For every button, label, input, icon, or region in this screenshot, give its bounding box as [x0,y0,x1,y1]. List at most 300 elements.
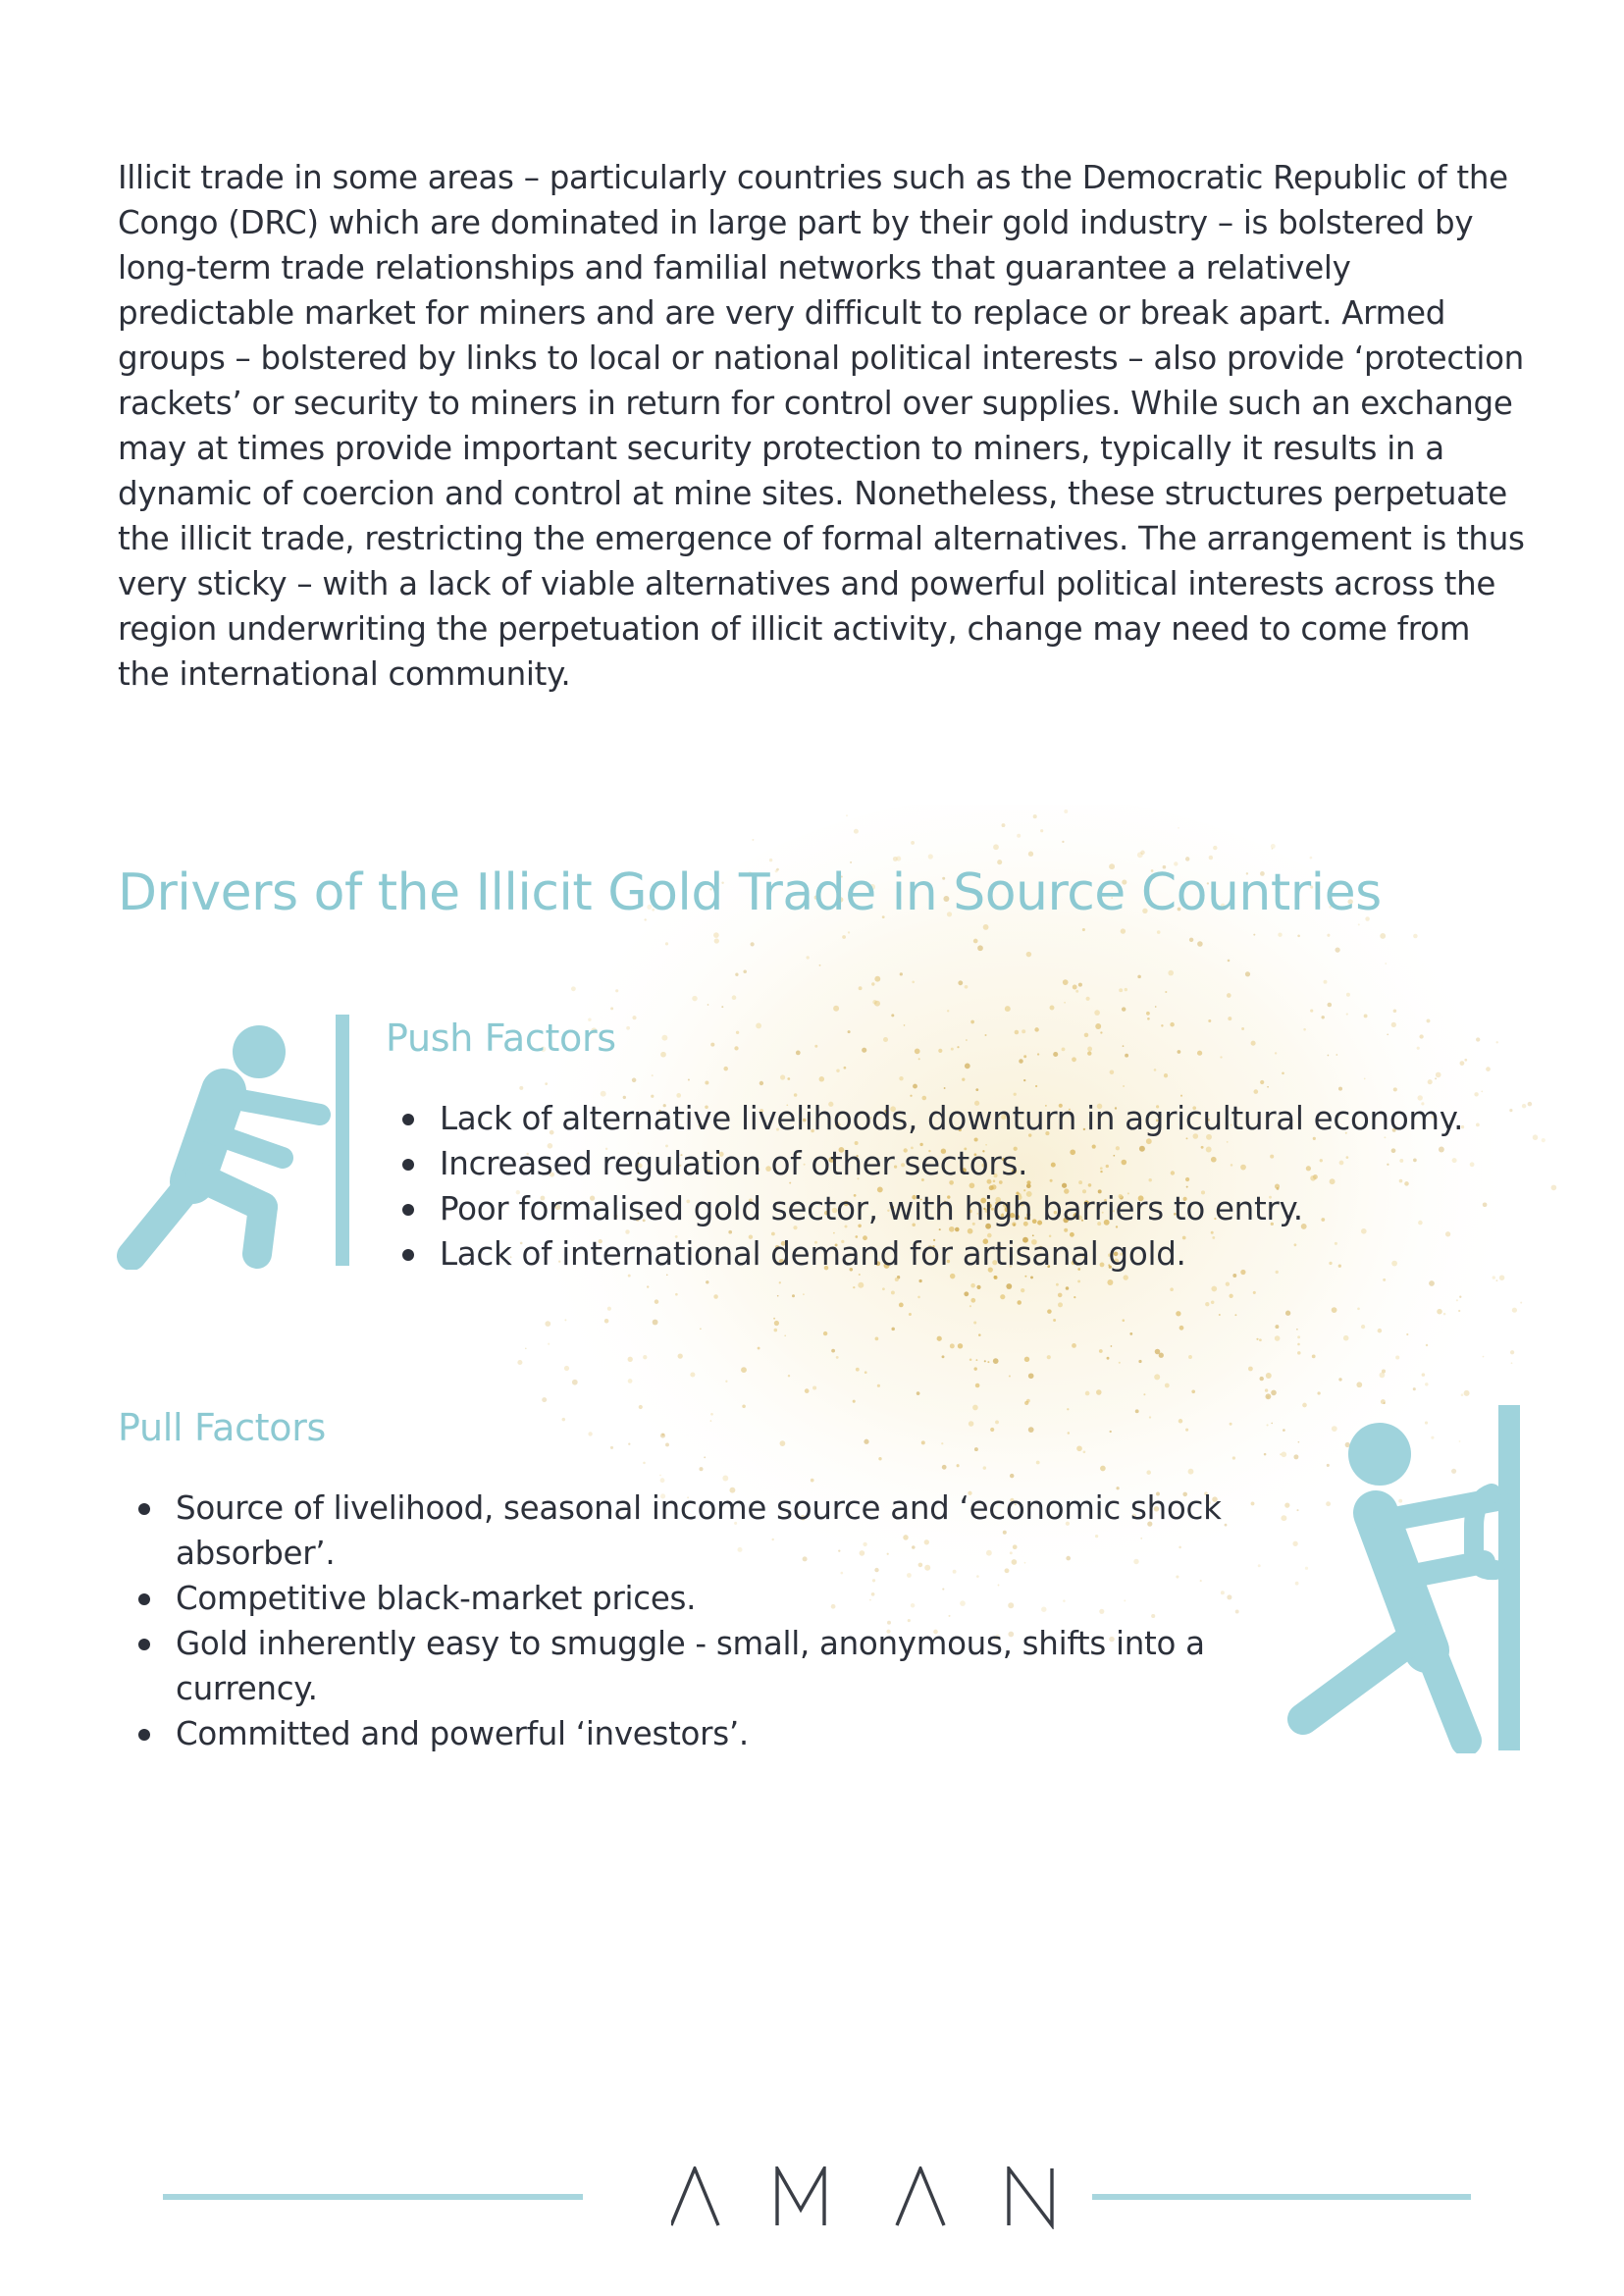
gold-speck [1179,1419,1183,1424]
gold-speck [803,1293,805,1295]
gold-speck [1178,827,1179,829]
gold-speck [1056,1283,1059,1286]
gold-speck [714,938,719,943]
gold-speck [1188,1469,1194,1475]
gold-speck [846,814,848,816]
gold-speck [1058,1293,1063,1298]
gold-speck [1100,1466,1106,1472]
gold-speck [1023,1079,1025,1081]
gold-speck [643,1462,646,1465]
gold-speck [1260,1080,1264,1084]
gold-speck [1228,1017,1231,1020]
gold-speck [899,1303,904,1308]
gold-speck [1028,1427,1034,1433]
list-item: Gold inherently easy to smuggle - small, anonymous, shifts into a currency. [121,1621,1230,1711]
gold-speck [819,1076,825,1082]
gold-speck [710,1420,712,1422]
gold-speck [812,1385,816,1389]
gold-speck [1107,1279,1113,1285]
gold-speck [653,1320,658,1326]
gold-speck [1328,1003,1333,1008]
gold-speck [1037,1053,1039,1055]
gold-speck [882,1287,885,1290]
gold-speck [1297,1351,1301,1355]
gold-speck [1062,1048,1066,1052]
gold-speck [1000,1294,1005,1299]
gold-speck [1185,857,1189,861]
gold-speck [1074,1296,1075,1298]
gold-speck [1520,1302,1522,1304]
gold-speck [1393,1087,1397,1091]
gold-speck [1110,1431,1112,1433]
gold-speck [1232,1456,1235,1459]
list-item: Lack of alternative livelihoods, downturn in agricultural economy. [385,1096,1562,1141]
gold-speck [1078,983,1082,987]
gold-speck [1378,1329,1383,1333]
gold-speck [1310,1010,1313,1013]
gold-speck [1033,814,1037,818]
gold-speck [626,1026,630,1030]
gold-speck [811,1479,814,1483]
gold-speck [972,1405,978,1411]
gold-speck [1253,1291,1256,1294]
gold-speck [1267,1086,1269,1088]
gold-speck [1213,846,1217,850]
gold-speck [970,1020,974,1024]
gold-speck [1026,952,1032,958]
footer-line-left [163,2194,583,2200]
gold-speck [1267,1395,1269,1397]
gold-speck [964,1291,969,1296]
gold-speck [734,1046,738,1050]
gold-speck [723,1067,728,1071]
gold-speck [628,1379,633,1383]
gold-speck [909,1313,912,1316]
gold-speck [1067,1408,1069,1410]
gold-speck [1512,1308,1517,1313]
gold-speck [1417,1047,1420,1050]
gold-speck [1096,1389,1102,1395]
gold-speck [660,1434,665,1438]
gold-speck [1464,1059,1467,1062]
gold-speck [1075,990,1078,993]
gold-speck [1312,1355,1316,1359]
gold-speck [1211,1301,1215,1305]
gold-speck [1064,809,1068,813]
gold-speck [904,1024,906,1026]
gold-speck [990,1428,994,1432]
gold-speck [1085,1391,1090,1396]
gold-speck [1413,1387,1416,1390]
gold-speck [805,1388,810,1393]
gold-speck [564,1319,566,1321]
gold-speck [1002,823,1006,827]
list-item: Committed and powerful ‘investors’. [121,1711,1230,1756]
gold-speck [1275,1325,1279,1329]
gold-speck [615,989,618,992]
gold-speck [1164,1073,1168,1077]
gold-speck [957,1046,959,1048]
gold-speck [1100,1031,1102,1033]
gold-speck [858,1282,864,1288]
gold-speck [564,1366,569,1371]
gold-speck [1024,1357,1029,1362]
gold-speck [1099,1349,1103,1353]
gold-speck [958,1343,963,1348]
gold-speck [1154,1069,1157,1071]
gold-speck [921,1440,925,1444]
gold-speck [1170,1022,1175,1027]
gold-speck [1271,1390,1277,1396]
gold-speck [1015,1030,1020,1035]
gold-speck [918,1279,921,1282]
gold-speck [871,982,874,985]
gold-speck [1297,934,1300,937]
aman-logo [628,2166,1070,2243]
footer-line-right [1092,2194,1471,2200]
gold-speck [1459,1296,1461,1298]
gold-speck [735,973,738,976]
gold-speck [977,945,983,951]
gold-speck [1511,1362,1513,1364]
gold-speck [984,1360,986,1362]
gold-speck [1082,928,1085,931]
gold-speck [1464,1390,1470,1396]
gold-speck [1264,1453,1267,1456]
gold-speck [958,980,963,985]
gold-speck [917,1296,920,1299]
gold-speck [1496,1279,1498,1281]
gold-speck [1483,1356,1485,1358]
gold-speck [588,1432,592,1435]
gold-speck [918,1058,920,1060]
gold-speck [1510,1350,1514,1354]
gold-speck [1086,997,1090,1001]
gold-speck [1165,1383,1170,1388]
gold-speck [1227,993,1231,998]
gold-speck [891,1328,895,1331]
gold-speck [665,942,668,945]
gold-speck [864,1439,868,1444]
gold-speck [957,1464,960,1467]
gold-speck [704,1456,706,1458]
gold-speck [1125,1054,1128,1058]
gold-speck [707,1004,709,1006]
gold-speck [1188,1355,1192,1359]
gold-speck [1346,993,1350,997]
gold-speck [1068,1432,1071,1435]
gold-speck [975,1088,978,1091]
gold-speck [1443,1313,1446,1316]
gold-speck [545,1082,548,1085]
gold-speck [973,1367,976,1370]
gold-speck [1095,1023,1101,1029]
gold-speck [688,1078,690,1080]
gold-speck [1017,834,1021,838]
gold-speck [1275,1335,1281,1341]
gold-speck [1146,1012,1150,1016]
gold-speck [1017,1300,1022,1305]
gold-speck [1062,841,1064,843]
gold-speck [1481,1091,1483,1093]
gold-speck [942,1465,947,1470]
gold-speck [969,1305,971,1307]
gold-speck [1047,1309,1052,1314]
gold-speck [690,1372,695,1377]
gold-speck [1047,1355,1051,1359]
gold-speck [1422,1373,1426,1377]
gold-speck [705,1080,708,1084]
gold-speck [1253,1089,1258,1094]
gold-speck [525,1348,527,1350]
gold-speck [1036,1461,1040,1465]
gold-speck [1282,1072,1284,1075]
gold-speck [758,1347,760,1350]
gold-speck [741,1367,747,1373]
gold-speck [1495,1041,1497,1043]
gold-speck [951,1048,954,1051]
gold-speck [1219,1314,1221,1316]
gold-speck [773,1318,775,1320]
gold-speck [1256,1338,1258,1340]
gold-speck [895,1278,899,1281]
gold-speck [1383,1278,1386,1281]
gold-speck [725,1381,727,1383]
gold-speck [780,1440,786,1446]
gold-speck [877,1384,880,1387]
gold-speck [1429,1280,1435,1286]
gold-speck [722,1476,728,1482]
gold-speck [1157,930,1161,934]
gold-speck [1170,1287,1174,1291]
gold-speck [1006,1283,1012,1289]
gold-speck [1364,1078,1366,1080]
gold-speck [900,972,903,975]
gold-speck [1129,1332,1132,1335]
gold-speck [1140,851,1145,856]
gold-speck [807,956,810,959]
gold-speck [891,1290,895,1294]
gold-speck [1251,1041,1256,1046]
gold-speck [1028,1373,1034,1379]
gold-speck [937,1336,942,1341]
gold-speck [965,1064,970,1070]
gold-speck [814,1045,817,1048]
gold-speck [1077,1279,1080,1282]
gold-speck [944,1087,946,1089]
gold-speck [1211,1286,1217,1292]
gold-speck [628,1357,633,1362]
gold-speck [987,1361,989,1363]
list-item: Increased regulation of other sectors. [385,1141,1562,1186]
gold-speck [1005,1006,1011,1012]
gold-speck [950,1343,955,1348]
gold-speck [692,996,697,1001]
gold-speck [699,1467,703,1471]
gold-speck [604,1319,609,1324]
gold-speck [973,1321,976,1324]
gold-speck [1427,1018,1431,1022]
gold-speck [853,1286,855,1288]
gold-speck [1253,934,1255,936]
gold-speck [1321,1016,1324,1018]
gold-speck [1393,1010,1397,1014]
gold-speck [1024,1401,1028,1405]
gold-speck [823,1331,827,1335]
gold-speck [751,942,755,946]
gold-speck [542,1397,547,1402]
gold-speck [545,1321,550,1327]
gold-speck [700,1328,702,1330]
gold-speck [1234,1314,1236,1316]
gold-speck [1146,1470,1151,1475]
gold-speck [874,1001,880,1007]
gold-speck [1137,975,1141,979]
gold-speck [1413,934,1418,939]
gold-speck [1072,1057,1076,1062]
gold-speck [1335,947,1339,952]
gold-speck [1343,1335,1349,1341]
gold-speck [1324,980,1328,984]
gold-speck [1154,1374,1160,1380]
gold-speck [1460,1061,1465,1066]
gold-speck [896,857,901,861]
gold-speck [915,1049,920,1055]
gold-speck [883,1037,888,1042]
gold-speck [859,986,863,990]
gold-speck [1161,1024,1163,1026]
gold-speck [969,1359,972,1362]
gold-speck [1107,1357,1110,1360]
gold-speck [1275,1052,1277,1054]
gold-speck [874,976,880,982]
gold-speck [962,1078,965,1081]
gold-speck [1229,1294,1232,1298]
gold-speck [1143,1393,1145,1395]
gold-speck [1123,1319,1126,1322]
gold-speck [760,1081,763,1085]
gold-speck [756,1022,761,1028]
gold-speck [1147,1018,1150,1020]
gold-speck [1022,1029,1025,1033]
gold-speck [1391,1022,1396,1027]
gold-speck [917,1391,920,1395]
gold-speck [736,1031,739,1034]
gold-speck [1385,963,1387,965]
gold-speck [875,1337,879,1341]
gold-speck [1272,848,1274,850]
gold-speck [1178,1050,1181,1054]
gold-speck [1356,1382,1362,1387]
gold-speck [1395,1355,1399,1359]
gold-speck [1336,1054,1337,1056]
gold-speck [1456,1299,1458,1301]
gold-speck [1426,1344,1428,1346]
gold-speck [710,1413,713,1416]
gold-speck [844,1067,847,1070]
gold-speck [970,1283,975,1288]
gold-speck [833,1006,839,1012]
gold-speck [675,1293,678,1296]
gold-speck [965,985,969,989]
gold-speck [842,935,846,939]
gold-speck [983,924,989,930]
gold-speck [1476,1037,1480,1041]
gold-speck [610,1446,613,1449]
gold-speck [1149,1416,1151,1418]
gold-speck [928,854,933,859]
gold-speck [1072,1343,1076,1348]
gold-speck [1165,991,1167,993]
gold-speck [1123,1045,1125,1047]
gold-speck [993,844,999,850]
gold-speck [1155,1006,1157,1008]
gold-speck [1357,1307,1360,1310]
gold-speck [848,931,850,933]
gold-speck [969,1421,974,1427]
gold-speck [1428,1079,1433,1084]
gold-speck [792,1294,795,1297]
gold-speck [1209,856,1213,860]
gold-speck [1087,1051,1091,1055]
gold-speck [819,965,821,966]
gold-speck [628,1443,630,1445]
gold-speck [938,1049,942,1053]
gold-speck [1436,1072,1441,1078]
gold-speck [1486,1067,1491,1071]
gold-speck [1189,938,1193,942]
gold-speck [1364,1014,1368,1018]
gold-speck [742,1405,746,1409]
gold-speck [571,986,576,991]
gold-speck [1073,985,1077,990]
gold-speck [1358,923,1360,925]
gold-speck [1111,1345,1113,1347]
gold-speck [836,1070,839,1072]
gold-speck [660,1478,665,1483]
gold-speck [1159,1353,1164,1358]
gold-speck [769,859,772,861]
gold-speck [1076,1445,1082,1451]
gold-speck [1332,1307,1337,1313]
gold-speck [639,1405,643,1409]
gold-speck [912,980,915,983]
list-item: Lack of international demand for artisanal gold. [385,1231,1562,1277]
gold-speck [1278,933,1282,937]
gold-speck [1387,1033,1388,1035]
gold-speck [1265,1388,1268,1391]
gold-speck [1258,1564,1261,1567]
gold-speck [1040,829,1043,832]
gold-speck [1064,1002,1066,1004]
gold-speck [1241,1027,1244,1030]
gold-speck [655,1299,659,1304]
gold-speck [911,841,915,845]
gold-speck [995,1420,999,1424]
gold-speck [862,1048,866,1053]
gold-speck [836,1356,839,1359]
gold-speck [784,1334,786,1336]
person-pulling-icon [1282,1405,1527,1753]
list-item: Poor formalised gold sector, with high barriers to entry. [385,1186,1562,1231]
gold-speck [1259,1338,1262,1341]
gold-speck [966,1039,968,1041]
gold-speck [1110,1070,1115,1075]
gold-speck [1226,1282,1230,1286]
gold-speck [973,939,978,944]
intro-paragraph: Illicit trade in some areas – particularly countries such as the Democratic Republic of the Congo (DRC) which are dominated in large part by their gold industry – is bolstered by long-term trade relationships and familial networks that guarantee a relatively predictable market for miners and are very difficult to replace or break apart. Armed groups – bolstered by links to local or national political interests – also provide ‘protection rackets’ or security to miners in return for control over supplies. While such an exchange may at times provide important security protection to miners, typically it results in a dynamic of coercion and control at mine sites. Nonetheless, these structures perpetuate the illicit trade, restricting the emergence of formal alternatives. The arrangement is thus very sticky – with a lack of viable alternatives and powerful political interests across the region underwriting the perpetuation of illicit activity, change may need to come from the international community. [118,159,1525,693]
gold-speck [1010,1474,1014,1478]
